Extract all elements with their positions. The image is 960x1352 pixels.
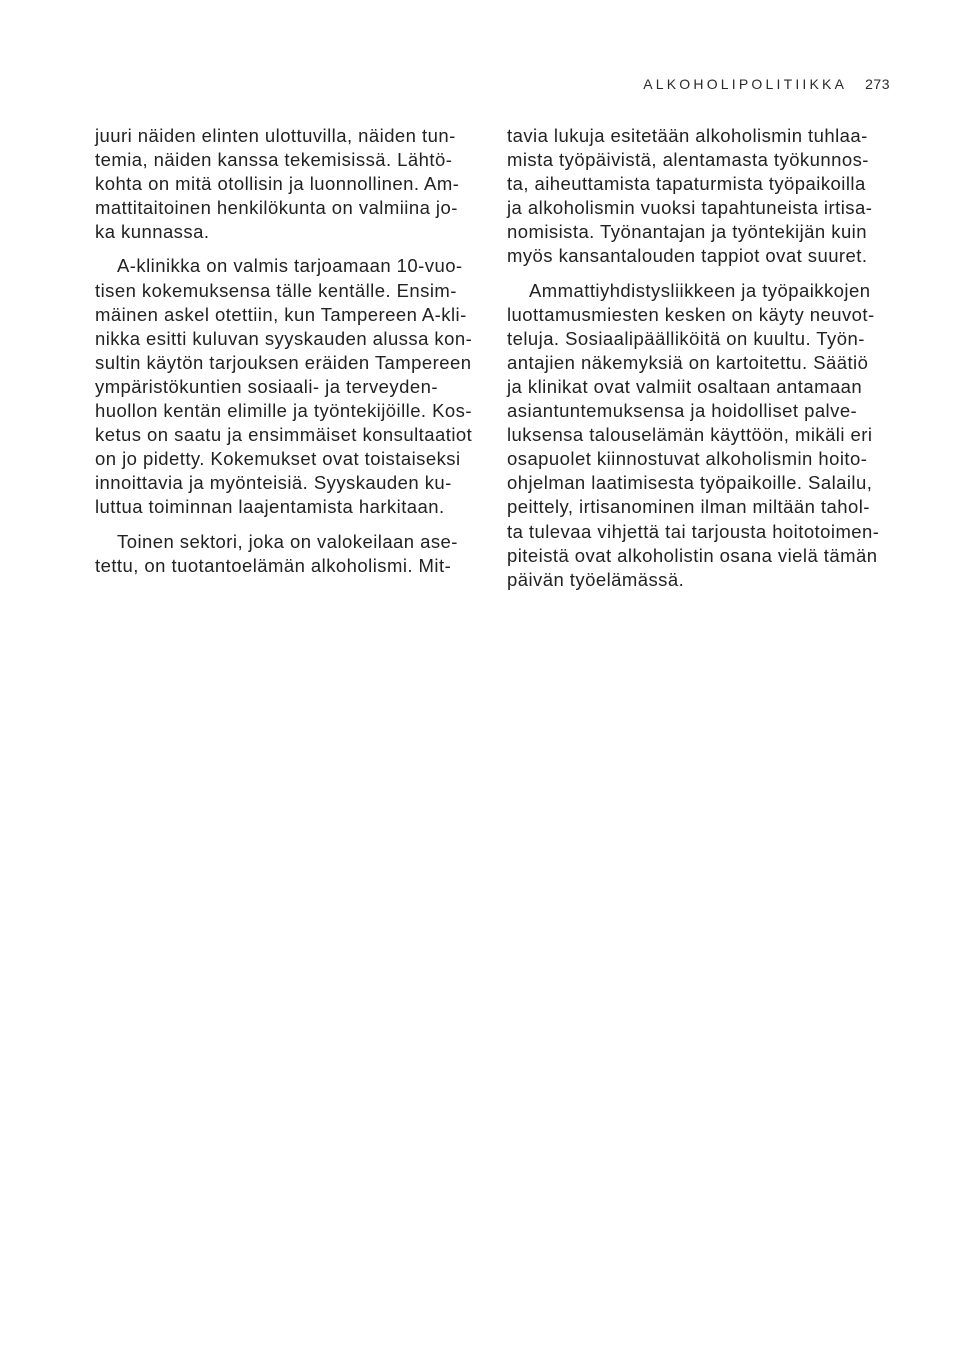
text-line: päivän työelämässä. bbox=[507, 568, 685, 590]
text-line: peittely, irtisanominen ilman miltään tahol- bbox=[507, 496, 870, 518]
text-line: ka kunnassa. bbox=[95, 221, 210, 243]
body-paragraph bbox=[507, 279, 899, 592]
text-line: kohta on mitä otollisin ja luonnollinen. Am- bbox=[95, 173, 460, 195]
page-number: 273 bbox=[865, 76, 890, 92]
section-title: ALKOHOLIPOLITIIKKA bbox=[643, 76, 848, 92]
text-line: nikka esitti kuluvan syyskauden alussa kon- bbox=[95, 327, 473, 349]
paragraph-gap bbox=[507, 269, 899, 279]
text-line: myös kansantalouden tappiot ovat suuret. bbox=[507, 245, 868, 267]
paragraph-gap bbox=[95, 244, 485, 254]
right-text-column bbox=[507, 124, 899, 592]
text-line: Toinen sektori, joka on valokeilaan ase- bbox=[117, 530, 458, 552]
text-line: antajien näkemyksiä on kartoitettu. Säätiö bbox=[507, 351, 869, 373]
text-line: teluja. Sosiaalipäälliköitä on kuultu. Työn- bbox=[507, 327, 865, 349]
text-line: ja alkoholismin vuoksi tapahtuneista irtisa- bbox=[507, 197, 873, 219]
text-line: A-klinikka on valmis tarjoamaan 10-vuo- bbox=[117, 255, 463, 277]
text-line: ketus on saatu ja ensimmäiset konsultaatiot bbox=[95, 424, 473, 446]
left-text-column bbox=[95, 124, 485, 578]
text-line: tettu, on tuotantoelämän alkoholismi. Mit- bbox=[95, 554, 452, 576]
text-line: innoittavia ja myönteisiä. Syyskauden ku- bbox=[95, 472, 452, 494]
text-line: sultin käytön tarjouksen eräiden Tampereen bbox=[95, 351, 472, 373]
text-line: temia, näiden kanssa tekemisissä. Lähtö- bbox=[95, 149, 453, 171]
text-line: luksensa talouselämän käyttöön, mikäli eri bbox=[507, 424, 873, 446]
text-line: ympäristökuntien sosiaali- ja terveyden- bbox=[95, 375, 438, 397]
text-line: tisen kokemuksensa tälle kentälle. Ensim- bbox=[95, 279, 457, 301]
text-line: ja klinikat ovat valmiit osaltaan antamaan bbox=[507, 375, 863, 397]
text-line: mattitaitoinen henkilökunta on valmiina jo- bbox=[95, 197, 458, 219]
text-line: mista työpäivistä, alentamasta työkunnos- bbox=[507, 149, 869, 171]
text-line: juuri näiden elinten ulottuvilla, näiden tun- bbox=[95, 125, 456, 146]
text-line: asiantuntemuksensa ja hoidolliset palve- bbox=[507, 400, 858, 422]
running-header bbox=[560, 76, 890, 92]
text-line: piteistä ovat alkoholistin osana vielä tämän bbox=[507, 544, 878, 566]
text-line: osapuolet kiinnostuvat alkoholismin hoito- bbox=[507, 448, 868, 470]
body-paragraph bbox=[507, 124, 899, 269]
text-line: nomisista. Työnantajan ja työntekijän kuin bbox=[507, 221, 867, 243]
text-line: luottamusmiesten kesken on käyty neuvot- bbox=[507, 303, 875, 325]
body-paragraph bbox=[95, 124, 485, 244]
text-line: luttua toiminnan laajentamista harkitaan. bbox=[95, 496, 445, 518]
text-line: huollon kentän elimille ja työntekijöille. Kos- bbox=[95, 400, 472, 422]
text-line: ta tulevaa vihjettä tai tarjousta hoitotoimen- bbox=[507, 520, 880, 542]
text-line: Ammattiyhdistysliikkeen ja työpaikkojen bbox=[529, 279, 871, 301]
body-paragraph bbox=[95, 530, 485, 578]
text-line: ta, aiheuttamista tapaturmista työpaikoilla bbox=[507, 173, 866, 195]
text-line: ohjelman laatimisesta työpaikoille. Salailu, bbox=[507, 472, 873, 494]
text-line: on jo pidetty. Kokemukset ovat toistaiseksi bbox=[95, 448, 461, 470]
paragraph-gap bbox=[95, 520, 485, 530]
text-line: tavia lukuja esitetään alkoholismin tuhlaa- bbox=[507, 125, 868, 146]
body-paragraph bbox=[95, 254, 485, 519]
text-line: mäinen askel otettiin, kun Tampereen A-kli- bbox=[95, 303, 467, 325]
